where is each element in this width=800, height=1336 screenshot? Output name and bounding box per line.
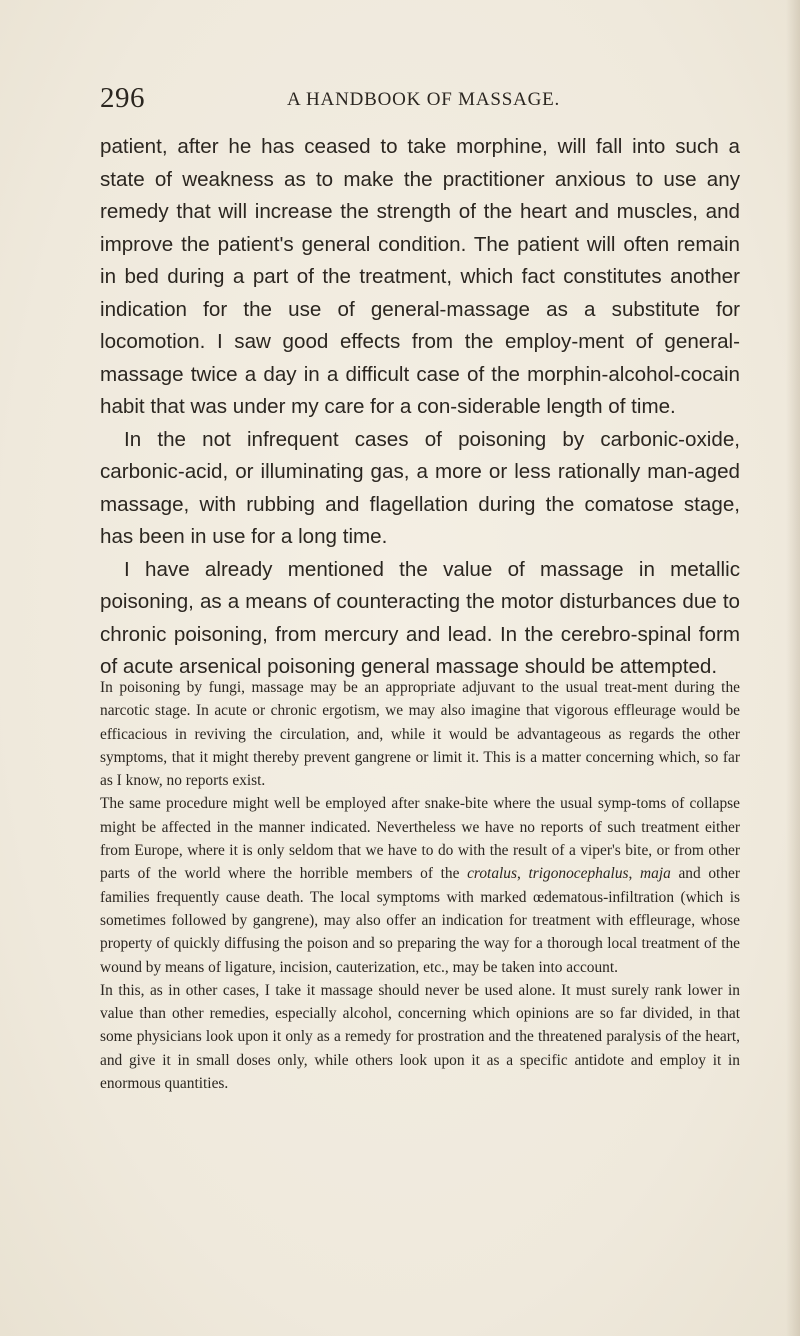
species-separator: , xyxy=(516,865,529,883)
small-print-notes xyxy=(100,676,740,1095)
paragraph-gas-poisoning: In the not infrequent cases of poisoning by carbonic-oxide, carbonic-acid, or illuminating gas, a more or less rationally man-aged massage, with rubbing and flagellation during the comatose stage, has been in use for a long time. xyxy=(100,427,740,548)
note-snake-bite-text-start: The same procedure might well be employed after snake-bite where the usual symp-toms of collapse might be affected in the manner indicated. Nevertheless we have no reports of such treatment either from Europe, where it is only seldom that we have to do with the result of a viper's bite, or from other parts of the world where the horrible members of the xyxy=(100,795,740,883)
running-head xyxy=(100,80,660,120)
species-maja: maja xyxy=(640,865,671,883)
note-alcohol: In this, as in other cases, I take it massage should never be used alone. It must surely rank lower in value than other remedies, especially alcohol, concerning which opinions are so far divided, in that some physicians look upon it only as a remedy for prostration and the threatened paralysis of the heart, and give it in small doses only, while others look upon it as a specific antidote and employ it in enormous quantities. xyxy=(100,981,740,1093)
species-trigonocephalus: trigonocephalus xyxy=(528,865,629,883)
species-crotalus: crotalus xyxy=(467,865,517,883)
paragraph-morphine: patient, after he has ceased to take morphine, will fall into such a state of weakness as to make the practitioner anxious to use any remedy that will increase the strength of the heart and muscles, and improve the patient's general condition. The patient will often remain in bed during a part of the treatment, which fact constitutes another indication for the use of general-massage as a substitute for locomotion. I saw good effects from the employ-ment of general-massage twice a day in a difficult case of the morphin-alcohol-cocain habit that was under my care for a con-siderable length of time. xyxy=(100,135,740,418)
paragraph-metallic-poisoning: I have already mentioned the value of massage in metallic poisoning, as a means of counteracting the motor disturbances due to chronic poisoning, from mercury and lead. In the cerebro-spinal form of acute arsenical poisoning general massage should be attempted. xyxy=(100,557,740,678)
note-fungi-ergotism: In poisoning by fungi, massage may be an appropriate adjuvant to the usual treat-ment during the narcotic stage. In acute or chronic ergotism, we may also imagine that vigorous effleurage would be efficacious in reviving the circulation, and, while it would be advantageous as regards the other symptoms, that it might thereby prevent gangrene or limit it. This is a matter concerning which, so far as I know, no reports exist. xyxy=(100,679,740,790)
note-snake-bite xyxy=(100,792,740,978)
book-title: A HANDBOOK OF MASSAGE. xyxy=(287,89,561,110)
note-snake-bite-text-end: and other families frequently cause death. The local symptoms with marked œdematous-infiltration (which is sometimes followed by gangrene), may also offer an indication for treatment with effleurage, whose property of quickly diffusing the poison and so preparing the way for a thorough local treatment of the wound by means of ligature, incision, cauterization, etc., may be taken into account. xyxy=(100,865,740,976)
main-text xyxy=(100,131,740,684)
page-number: 296 xyxy=(100,82,145,114)
species-separator: , xyxy=(628,865,641,883)
page-gutter-shadow xyxy=(786,0,800,1336)
